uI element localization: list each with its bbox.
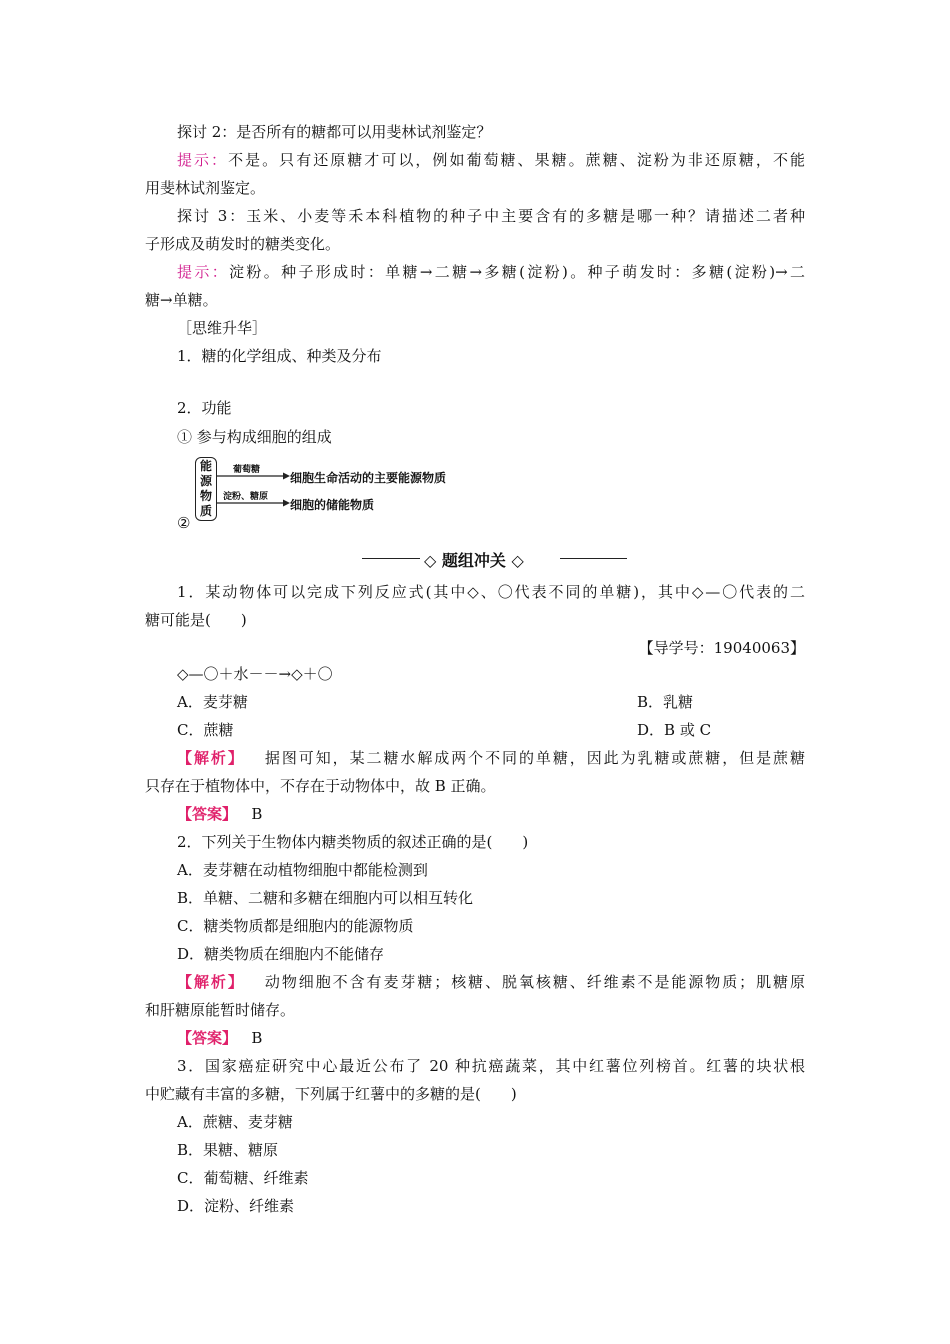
hint-label: 提示： bbox=[177, 263, 230, 281]
arrowhead-top bbox=[283, 473, 290, 480]
box-char: 物 bbox=[199, 489, 212, 503]
box-char: 质 bbox=[199, 504, 212, 518]
title-rule-right bbox=[560, 558, 627, 559]
q1-option-a: A．麦芽糖 bbox=[177, 693, 248, 711]
q1-option-d: D．B 或 C bbox=[637, 721, 712, 739]
main-energy-substance: 细胞生命活动的主要能源物质 bbox=[290, 471, 447, 485]
q2-stem: 2．下列关于生物体内糖类物质的叙述正确的是( ) bbox=[177, 833, 529, 851]
energy-substance-diagram bbox=[195, 457, 475, 523]
q1-analysis-cont: 只存在于植物体中，不存在于动物体中，故 B 正确。 bbox=[145, 777, 496, 795]
discussion-3-question-cont: 子形成及萌发时的糖类变化。 bbox=[145, 235, 341, 253]
title-rule-left bbox=[362, 558, 420, 559]
analysis-tag: 【解析】 bbox=[177, 973, 245, 991]
q2-analysis bbox=[177, 972, 805, 992]
q1-option-b: B．乳糖 bbox=[637, 693, 694, 711]
hint-text: 不是。只有还原糖才可以，例如葡萄糖、果糖。蔗糖、淀粉为非还原糖，不能 bbox=[228, 151, 805, 169]
q1-formula: ◇—〇＋水－－→◇＋〇 bbox=[177, 665, 333, 683]
analysis-text: 动物细胞不含有麦芽糖；核糖、脱氧核糖、纤维素不是能源物质；肌糖原 bbox=[264, 973, 805, 991]
q2-option-b: B．单糖、二糖和多糖在细胞内可以相互转化 bbox=[177, 889, 474, 907]
discussion-2-hint bbox=[177, 150, 805, 170]
energy-storage-substance: 细胞的储能物质 bbox=[290, 498, 375, 512]
q1-options-row-2 bbox=[177, 720, 805, 740]
discussion-3-hint-cont: 糖→单糖。 bbox=[145, 291, 218, 309]
q1-option-c: C．蔗糖 bbox=[177, 721, 234, 739]
arrowhead-bottom bbox=[283, 500, 290, 507]
section-title-text: ◇ 题组冲关 ◇ bbox=[424, 551, 524, 570]
q3-option-d: D．淀粉、纤维素 bbox=[177, 1197, 295, 1215]
answer-tag: 【答案】 bbox=[177, 1029, 238, 1047]
upgrade-item-2: 2．功能 bbox=[177, 399, 232, 417]
q2-option-d: D．糖类物质在细胞内不能储存 bbox=[177, 945, 385, 963]
upgrade-item-1: 1．糖的化学组成、种类及分布 bbox=[177, 347, 382, 365]
discussion-2-hint-cont: 用斐林试剂鉴定。 bbox=[145, 179, 266, 197]
function-2-marker: ② bbox=[177, 514, 191, 532]
hint-text: 淀粉。种子形成时：单糖→二糖→多糖(淀粉)。种子萌发时：多糖(淀粉)→二 bbox=[229, 263, 805, 281]
q1-stem-cont: 糖可能是( ) bbox=[145, 611, 247, 629]
upgrade-title: ［思维升华］ bbox=[177, 319, 268, 337]
starch-glycogen-label: 淀粉、糖原 bbox=[223, 492, 269, 502]
function-1: ① 参与构成细胞的组成 bbox=[177, 428, 332, 446]
q2-answer bbox=[177, 1028, 805, 1048]
q3-option-c: C．葡萄糖、纤维素 bbox=[177, 1169, 309, 1187]
answer-value: B bbox=[251, 805, 263, 823]
q3-option-a: A．蔗糖、麦芽糖 bbox=[177, 1113, 293, 1131]
discussion-2-question: 探讨 2：是否所有的糖都可以用斐林试剂鉴定？ bbox=[177, 123, 492, 141]
analysis-text: 据图可知，某二糖水解成两个不同的单糖，因此为乳糖或蔗糖，但是蔗糖 bbox=[264, 749, 805, 767]
q3-option-b: B．果糖、糖原 bbox=[177, 1141, 279, 1159]
q1-answer bbox=[177, 804, 805, 824]
box-char: 能 bbox=[199, 459, 212, 473]
section-title bbox=[362, 548, 627, 570]
glucose-label: 葡萄糖 bbox=[233, 465, 261, 475]
q2-option-a: A．麦芽糖在动植物细胞中都能检测到 bbox=[177, 861, 428, 879]
answer-tag: 【答案】 bbox=[177, 805, 238, 823]
q1-analysis bbox=[177, 748, 805, 768]
q2-analysis-cont: 和肝糖原能暂时储存。 bbox=[145, 1001, 296, 1019]
hint-label: 提示： bbox=[177, 151, 229, 169]
box-char: 源 bbox=[199, 474, 212, 488]
q3-stem: 3．国家癌症研究中心最近公布了 20 种抗癌蔬菜，其中红薯位列榜首。红薯的块状根 bbox=[177, 1057, 805, 1075]
q1-options-row-1 bbox=[177, 692, 805, 712]
q1-stem: 1．某动物体可以完成下列反应式(其中◇、〇代表不同的单糖)，其中◇—〇代表的二 bbox=[177, 583, 805, 601]
q3-stem-cont: 中贮藏有丰富的多糖，下列属于红薯中的多糖的是( ) bbox=[145, 1085, 517, 1103]
q1-guide-number: 【导学号：19040063】 bbox=[638, 639, 805, 657]
answer-value: B bbox=[251, 1029, 263, 1047]
discussion-3-hint bbox=[177, 262, 805, 282]
q2-option-c: C．糖类物质都是细胞内的能源物质 bbox=[177, 917, 414, 935]
discussion-3-question: 探讨 3：玉米、小麦等禾本科植物的种子中主要含有的多糖是哪一种？请描述二者种 bbox=[177, 207, 805, 225]
analysis-tag: 【解析】 bbox=[177, 749, 245, 767]
